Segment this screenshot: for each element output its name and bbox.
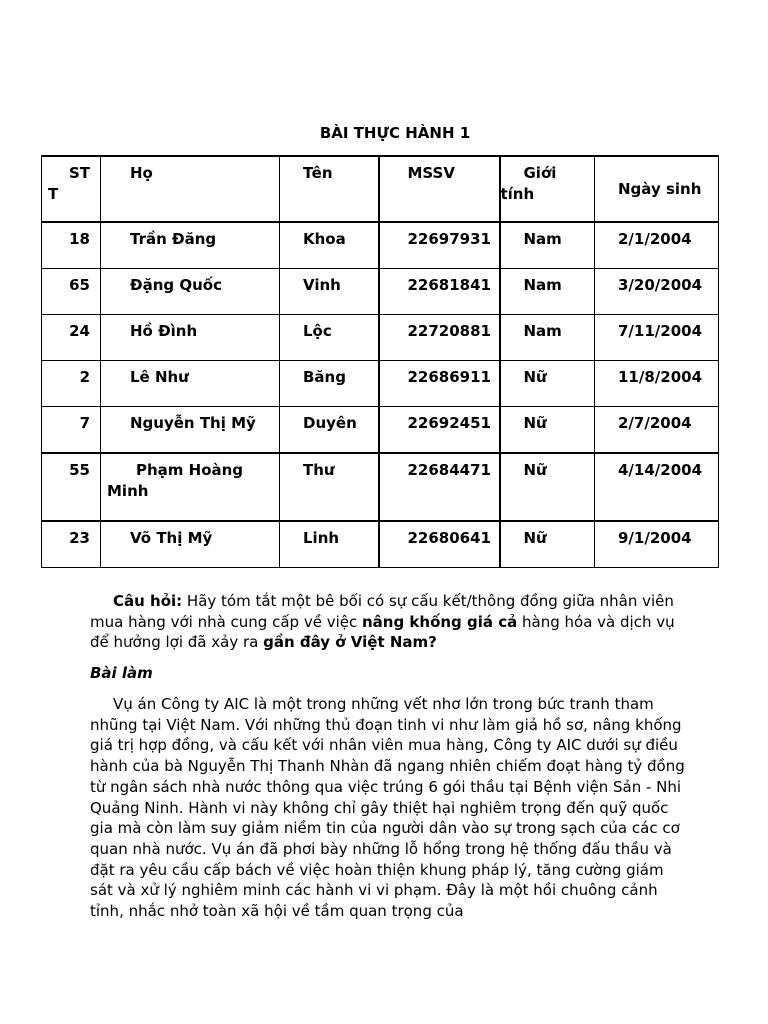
cell-stt: 23 [42, 521, 101, 568]
cell-ten: Vinh [280, 269, 379, 315]
cell-ten: Băng [280, 361, 379, 407]
cell-ten: Thư [280, 453, 379, 521]
header-stt: ST T [42, 156, 101, 222]
question-text-1: Hãy tóm tắt một bê bối có sự cấu kết/thông đồng giữa nhân viên mua hàng với nhà cung cấp về việc [90, 592, 674, 631]
cell-gioitinh: Nữ [500, 361, 595, 407]
cell-mssv: 22720881 [379, 315, 500, 361]
cell-ho: Trần Đăng [101, 222, 280, 269]
header-gioitinh: Giới tính [500, 156, 595, 222]
cell-stt: 7 [42, 407, 101, 454]
table-row [42, 407, 719, 454]
cell-ngaysinh: 2/7/2004 [595, 407, 719, 454]
cell-mssv: 22686911 [379, 361, 500, 407]
cell-stt: 65 [42, 269, 101, 315]
cell-ho: Đặng Quốc [101, 269, 280, 315]
table-header-row [42, 156, 719, 222]
cell-gioitinh: Nam [500, 269, 595, 315]
cell-gioitinh: Nam [500, 315, 595, 361]
answer-paragraph: Vụ án Công ty AIC là một trong những vết nhơ lớn trong bức tranh tham nhũng tại Việt Nam. Với những thủ đoạn tinh vi như làm giả hồ sơ, nâng khống giá trị hợp đồng, và cấu kết với nhân viên mua hàng, Công ty AIC dưới sự điều hành của bà Nguyễn Thị Thanh Nhàn đã ngang nhiên chiếm đoạt hàng tỷ đồng từ ngân sách nhà nước thông qua việc trúng 6 gói thầu tại Bệnh viện Sản - Nhi Quảng Ninh. Hành vi này không chỉ gây thiệt hại nghiêm trọng đến quỹ quốc gia mà còn làm suy giảm niềm tin của người dân vào sự trong sạch của các cơ quan nhà nước. Vụ án đã phơi bày những lỗ hổng trong hệ thống đấu thầu và đặt ra yêu cầu cấp bách về việc hoàn thiện khung pháp lý, tăng cường giám sát và xử lý nghiêm minh các hành vi vi phạm. Đây là một hồi chuông cảnh tỉnh, nhắc nhở toàn xã hội về tầm quan trọng của [90, 695, 685, 921]
cell-ngaysinh: 3/20/2004 [595, 269, 719, 315]
cell-mssv: 22692451 [379, 407, 500, 454]
student-table [41, 155, 719, 568]
cell-ngaysinh: 7/11/2004 [595, 315, 719, 361]
table-row [42, 269, 719, 315]
cell-ho: Lê Như [101, 361, 280, 407]
cell-mssv: 22684471 [379, 453, 500, 521]
header-ngaysinh: Ngày sinh [595, 156, 719, 222]
table-row [42, 361, 719, 407]
document-title: BÀI THỰC HÀNH 1 [319, 124, 471, 142]
cell-ho: Nguyễn Thị Mỹ [101, 407, 280, 454]
cell-ten: Duyên [280, 407, 379, 454]
table-row [42, 222, 719, 269]
answer-heading: Bài làm [90, 664, 153, 682]
cell-mssv: 22681841 [379, 269, 500, 315]
cell-gioitinh: Nữ [500, 407, 595, 454]
cell-ngaysinh: 4/14/2004 [595, 453, 719, 521]
cell-ten: Linh [280, 521, 379, 568]
cell-gioitinh: Nữ [500, 453, 595, 521]
question-bold-1: nâng khống giá cả [361, 612, 518, 631]
cell-gioitinh: Nam [500, 222, 595, 269]
cell-ho: Hồ Đình [101, 315, 280, 361]
cell-mssv: 22680641 [379, 521, 500, 568]
cell-ten: Lộc [280, 315, 379, 361]
cell-ho: Võ Thị Mỹ [101, 521, 280, 568]
cell-mssv: 22697931 [379, 222, 500, 269]
cell-stt: 24 [42, 315, 101, 361]
header-ho: Họ [101, 156, 280, 222]
table-row [42, 315, 719, 361]
cell-ngaysinh: 11/8/2004 [595, 361, 719, 407]
cell-stt: 2 [42, 361, 101, 407]
question-label: Câu hỏi: [113, 592, 183, 610]
cell-ho: Phạm Hoàng Minh [101, 453, 280, 521]
question-bold-2: gần đây ở Việt Nam? [263, 633, 437, 652]
cell-gioitinh: Nữ [500, 521, 595, 568]
table-row [42, 521, 719, 568]
cell-ngaysinh: 2/1/2004 [595, 222, 719, 269]
cell-stt: 55 [42, 453, 101, 521]
cell-stt: 18 [42, 222, 101, 269]
table-row [42, 453, 719, 521]
header-mssv: MSSV [379, 156, 500, 222]
header-ten: Tên [280, 156, 379, 222]
question-paragraph [90, 591, 690, 653]
cell-ten: Khoa [280, 222, 379, 269]
cell-ngaysinh: 9/1/2004 [595, 521, 719, 568]
question-text-2: hàng hóa và dịch vụ để hưởng lợi đã xảy ra [90, 612, 675, 652]
